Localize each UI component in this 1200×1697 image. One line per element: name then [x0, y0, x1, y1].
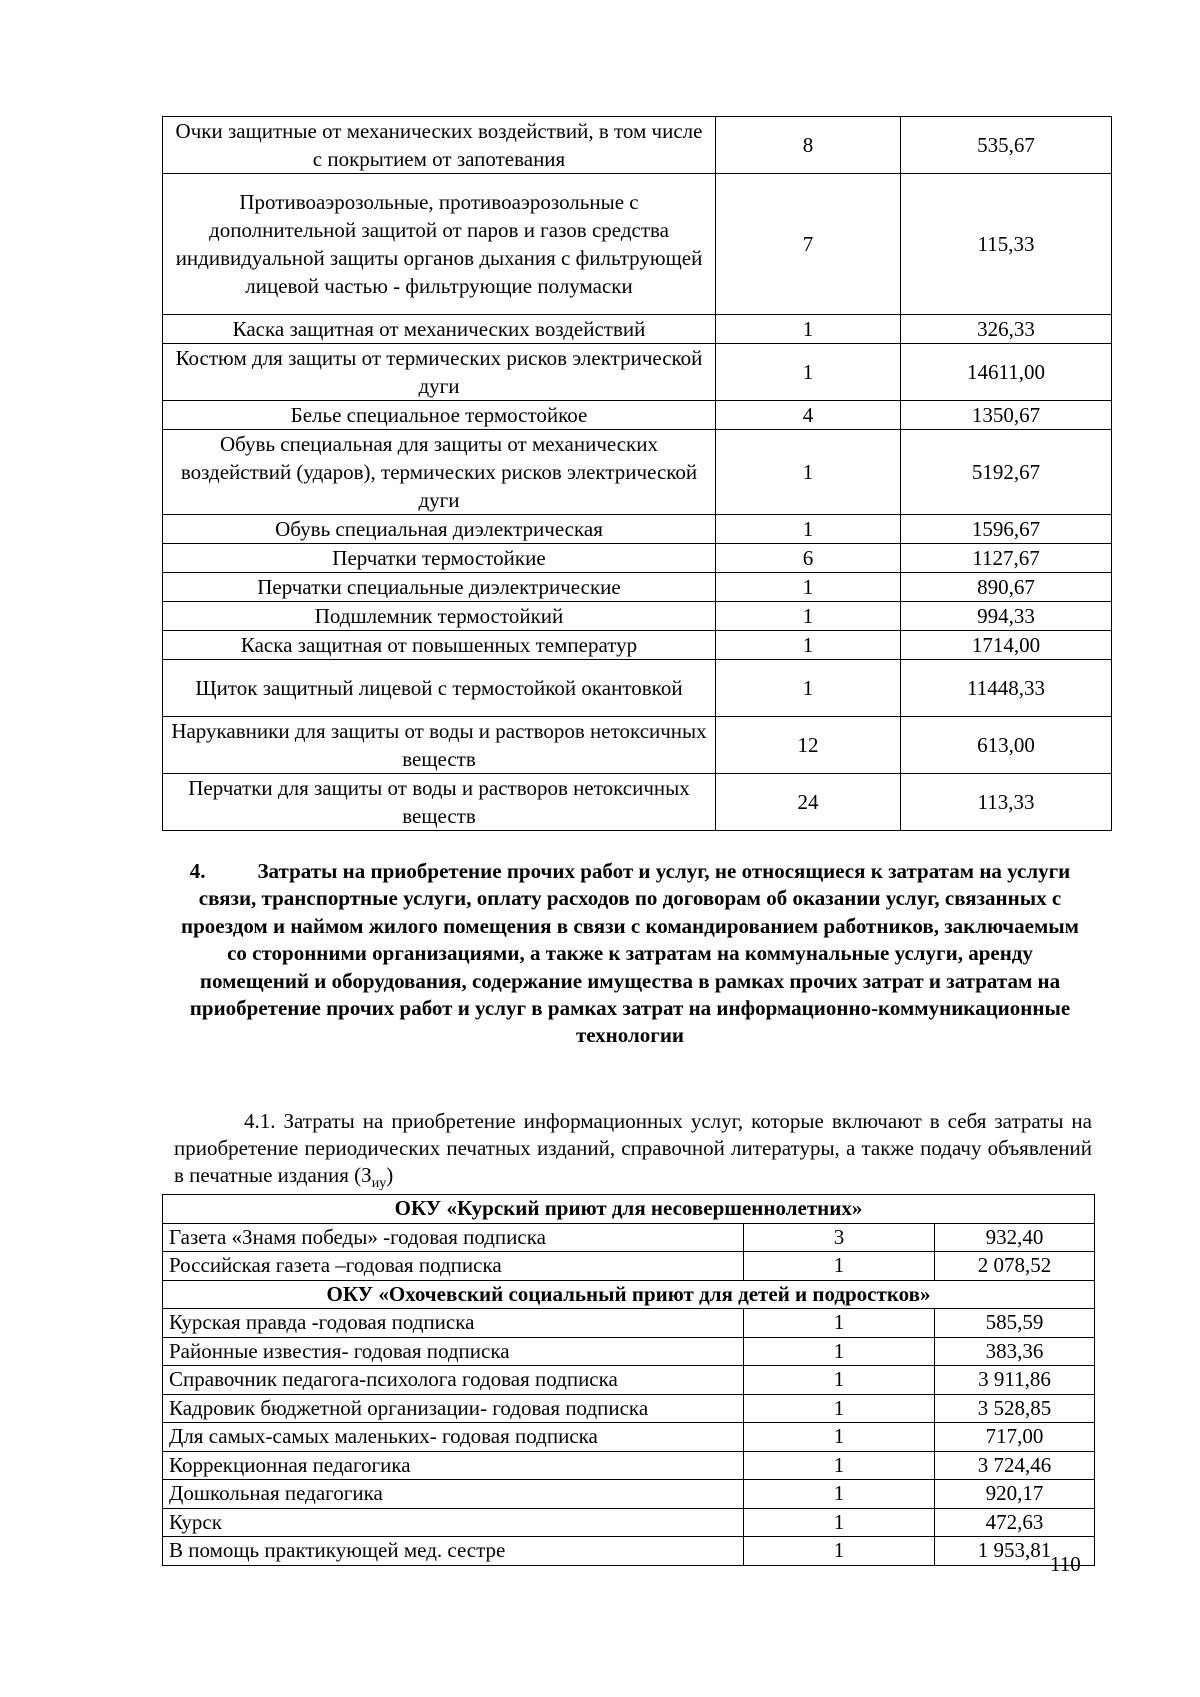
item-name: Кадровик бюджетной организации- годовая подписка: [163, 1394, 744, 1423]
item-price: 1350,67: [901, 401, 1112, 430]
ppe-table: [162, 116, 1112, 831]
item-price: 3 724,46: [935, 1451, 1095, 1480]
table-row: [163, 774, 1112, 831]
item-qty: 1: [716, 344, 901, 401]
item-price: 613,00: [901, 717, 1112, 774]
item-price: 11448,33: [901, 660, 1112, 717]
table-row: [163, 717, 1112, 774]
table-row: [163, 1537, 1095, 1566]
item-name: Нарукавники для защиты от воды и растворов нетоксичных веществ: [163, 717, 716, 774]
item-name: Противоаэрозольные, противоаэрозольные с дополнительной защитой от паров и газов средства индивидуальной защиты органов дыхания с фильтрующей лицевой частью - фильтрующие полумаски: [163, 174, 716, 315]
table-row: [163, 660, 1112, 717]
item-price: 920,17: [935, 1480, 1095, 1509]
item-price: 585,59: [935, 1309, 1095, 1338]
item-qty: 6: [716, 544, 901, 573]
item-price: 1127,67: [901, 544, 1112, 573]
item-qty: 12: [716, 717, 901, 774]
item-price: 326,33: [901, 315, 1112, 344]
item-qty: 1: [716, 430, 901, 515]
page-number: 110: [1050, 1552, 1081, 1576]
item-name: Каска защитная от повышенных температур: [163, 631, 716, 660]
item-price: 2 078,52: [935, 1252, 1095, 1281]
table-row: [163, 544, 1112, 573]
item-name: Костюм для защиты от термических рисков электрической дуги: [163, 344, 716, 401]
item-name: Для самых-самых маленьких- годовая подписка: [163, 1423, 744, 1452]
item-name: Щиток защитный лицевой с термостойкой окантовкой: [163, 660, 716, 717]
item-price: 5192,67: [901, 430, 1112, 515]
table-row: [163, 1480, 1095, 1509]
item-qty: 1: [744, 1480, 935, 1509]
item-price: 14611,00: [901, 344, 1112, 401]
item-price: 472,63: [935, 1508, 1095, 1537]
section-number: 4.: [189, 859, 206, 883]
table-row: [163, 573, 1112, 602]
item-name: Дошкольная педагогика: [163, 1480, 744, 1509]
item-qty: 7: [716, 174, 901, 315]
item-name: Справочник педагога-психолога годовая подписка: [163, 1366, 744, 1395]
item-qty: 8: [716, 117, 901, 174]
item-qty: 1: [744, 1451, 935, 1480]
group-header-row: [163, 1280, 1095, 1309]
section-title: Затраты на приобретение прочих работ и услуг, не относящиеся к затратам на услуги связи, транспортные услуги, оплату расходов по договорам об оказании услуг, связанных с проездом и наймом жилого помещения в связи с командированием работников, заключаемым со сторонними организациями, а также к затратам на коммунальные услуги, аренду помещений и оборудования, содержание имущества в рамках прочих затрат и затратам на приобретение прочих работ и услуг в рамках затрат на информационно-коммуникационные технологии: [181, 859, 1079, 1048]
item-qty: 1: [716, 631, 901, 660]
item-qty: 1: [744, 1508, 935, 1537]
table-row: [163, 1451, 1095, 1480]
item-price: 890,67: [901, 573, 1112, 602]
item-name: Перчатки для защиты от воды и растворов нетоксичных веществ: [163, 774, 716, 831]
group-header-row: [163, 1195, 1095, 1224]
item-price: 932,40: [935, 1223, 1095, 1252]
item-qty: 3: [744, 1223, 935, 1252]
table-row: [163, 1394, 1095, 1423]
item-name: Перчатки термостойкие: [163, 544, 716, 573]
item-qty: 1: [744, 1537, 935, 1566]
table-row: [163, 315, 1112, 344]
item-price: 994,33: [901, 602, 1112, 631]
item-price: 3 911,86: [935, 1366, 1095, 1395]
table-row: [163, 401, 1112, 430]
table-row: [163, 430, 1112, 515]
item-qty: 1: [716, 660, 901, 717]
item-price: 1 953,81: [935, 1537, 1095, 1566]
item-price: 535,67: [901, 117, 1112, 174]
item-qty: 1: [744, 1366, 935, 1395]
item-name: Каска защитная от механических воздействий: [163, 315, 716, 344]
table-row: [163, 1252, 1095, 1281]
item-price: 717,00: [935, 1423, 1095, 1452]
table-row: [163, 631, 1112, 660]
item-name: Обувь специальная для защиты от механических воздействий (ударов), термических рисков электрической дуги: [163, 430, 716, 515]
item-qty: 4: [716, 401, 901, 430]
item-qty: 1: [716, 515, 901, 544]
table-row: [163, 1337, 1095, 1366]
item-price: 1714,00: [901, 631, 1112, 660]
item-qty: 24: [716, 774, 901, 831]
item-qty: 1: [744, 1252, 935, 1281]
table-row: [163, 1508, 1095, 1537]
subscriptions-table: [162, 1194, 1095, 1566]
item-name: Курская правда -годовая подписка: [163, 1309, 744, 1338]
item-qty: 1: [744, 1394, 935, 1423]
table-row: [163, 1309, 1095, 1338]
item-name: Районные известия- годовая подписка: [163, 1337, 744, 1366]
item-qty: 1: [716, 315, 901, 344]
item-qty: 1: [744, 1337, 935, 1366]
item-price: 383,36: [935, 1337, 1095, 1366]
item-price: 113,33: [901, 774, 1112, 831]
paragraph-text: 4.1. Затраты на приобретение информационных услуг, которые включают в себя затраты на приобретение периодических печатных изданий, справочной литературы, а также подачу объявлений в печатные издания (З: [174, 1109, 1092, 1187]
item-qty: 1: [744, 1309, 935, 1338]
table-row: [163, 344, 1112, 401]
item-name: Подшлемник термостойкий: [163, 602, 716, 631]
item-price: 1596,67: [901, 515, 1112, 544]
table-row: [163, 1223, 1095, 1252]
item-name: Белье специальное термостойкое: [163, 401, 716, 430]
item-name: Российская газета –годовая подписка: [163, 1252, 744, 1281]
paragraph-closing: ): [386, 1163, 394, 1187]
item-qty: 1: [716, 602, 901, 631]
table-row: [163, 1366, 1095, 1395]
section-4-heading: [170, 858, 1090, 1050]
item-name: Коррекционная педагогика: [163, 1451, 744, 1480]
item-name: Обувь специальная диэлектрическая: [163, 515, 716, 544]
item-name: Курск: [163, 1508, 744, 1537]
group-header: ОКУ «Курский приют для несовершеннолетних»: [163, 1195, 1095, 1224]
item-name: Очки защитные от механических воздействий, в том числе с покрытием от запотевания: [163, 117, 716, 174]
group-header: ОКУ «Охочевский социальный приют для детей и подростков»: [163, 1280, 1095, 1309]
item-price: 115,33: [901, 174, 1112, 315]
item-qty: 1: [744, 1423, 935, 1452]
table-row: [163, 117, 1112, 174]
table-row: [163, 174, 1112, 315]
paragraph-4-1: [174, 1108, 1092, 1197]
table-row: [163, 602, 1112, 631]
item-price: 3 528,85: [935, 1394, 1095, 1423]
item-name: Газета «Знамя победы» -годовая подписка: [163, 1223, 744, 1252]
item-name: В помощь практикующей мед. сестре: [163, 1537, 744, 1566]
table-row: [163, 1423, 1095, 1452]
item-qty: 1: [716, 573, 901, 602]
table-row: [163, 515, 1112, 544]
item-name: Перчатки специальные диэлектрические: [163, 573, 716, 602]
paragraph-subscript: иу: [371, 1176, 387, 1192]
